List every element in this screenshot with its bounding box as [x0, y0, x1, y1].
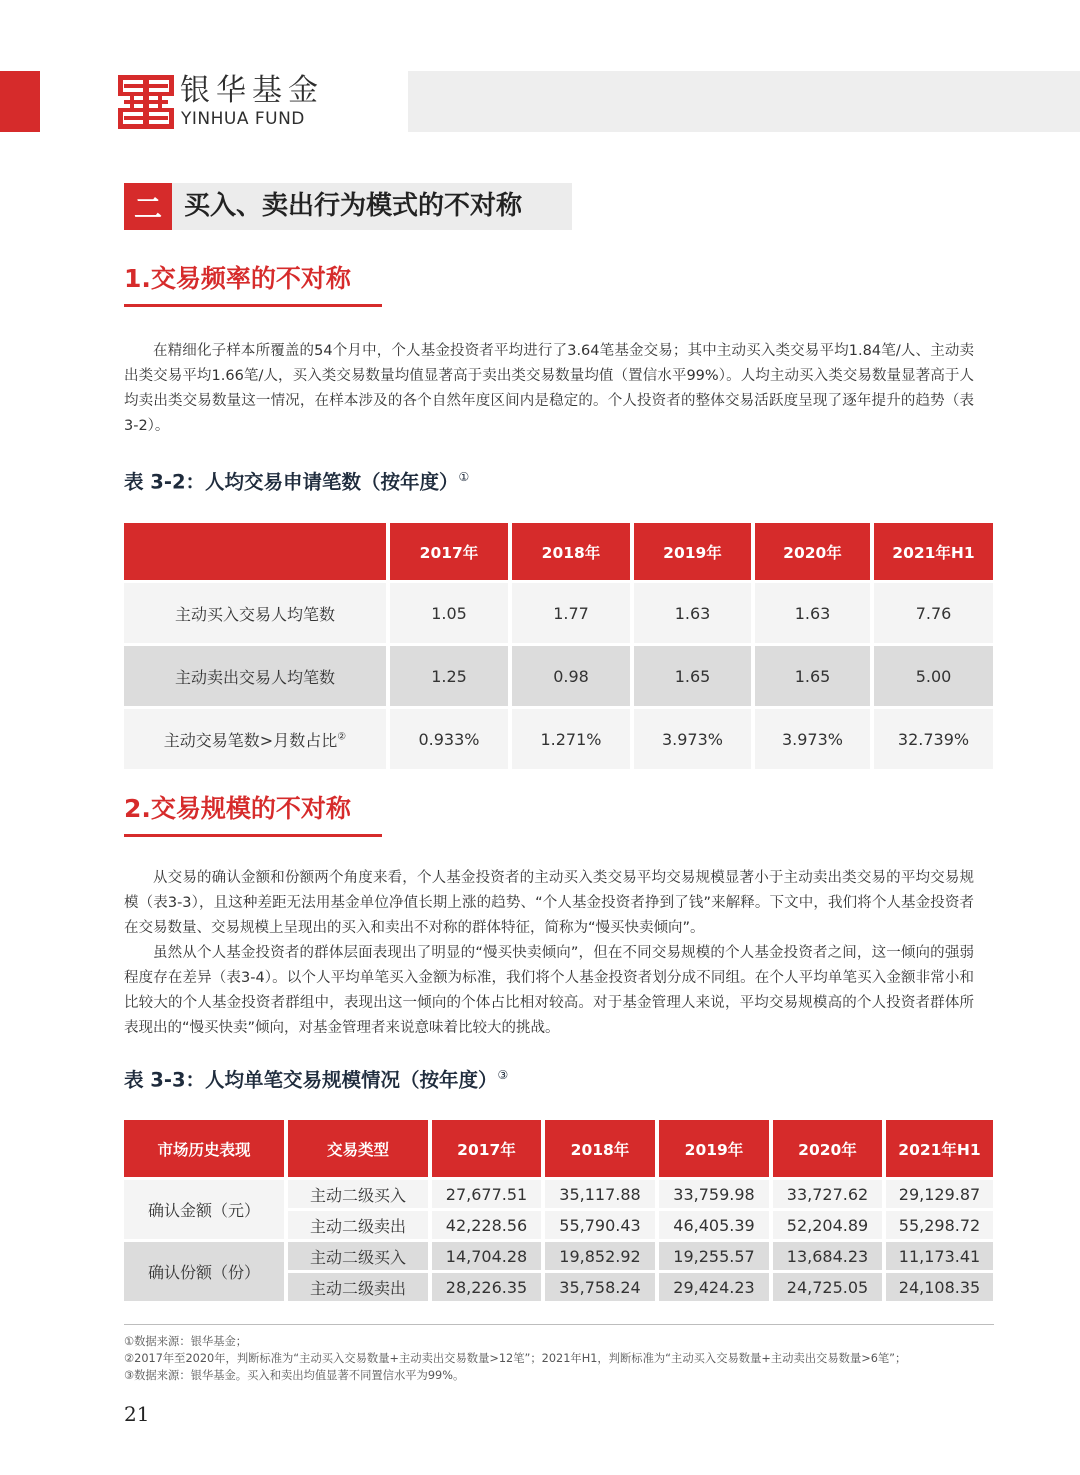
table-cell: 24,108.35 — [884, 1272, 993, 1302]
header-cell: 市场历史表现 — [124, 1120, 286, 1179]
header-cell: 2021年H1 — [872, 523, 993, 582]
table-cell: 14,704.28 — [430, 1241, 543, 1272]
table-3-2 — [124, 523, 993, 769]
table-cell: 1.63 — [753, 582, 872, 645]
subsection-2-underline — [124, 834, 382, 837]
subsection-2-paragraphs — [124, 866, 974, 1041]
brand-name-cn: 银华基金 — [180, 73, 324, 108]
table-cell: 55,298.72 — [884, 1210, 993, 1241]
subsection-1-underline — [124, 304, 382, 307]
table-cell: 1.65 — [632, 645, 753, 708]
table-cell: 1.271% — [510, 708, 632, 770]
table-cell: 1.05 — [388, 582, 510, 645]
trade-type-cell: 主动二级买入 — [286, 1241, 430, 1272]
table-header-row — [124, 523, 993, 582]
footnote-3: ③数据来源：银华基金。买入和卖出均值显著不同置信水平为99%。 — [124, 1369, 465, 1382]
table-3-2-title — [124, 463, 469, 497]
section-number: 二 — [124, 183, 172, 230]
table-row — [124, 708, 993, 770]
table-cell: 33,727.62 — [771, 1179, 884, 1210]
table-cell: 29,424.23 — [657, 1272, 771, 1302]
footnote-1: ①数据来源：银华基金； — [124, 1335, 248, 1348]
header-cell: 2018年 — [510, 523, 632, 582]
header-cell: 2020年 — [771, 1120, 884, 1179]
row-label — [124, 582, 388, 645]
table-cell: 46,405.39 — [657, 1210, 771, 1241]
group-label: 确认金额（元） — [124, 1179, 286, 1241]
table-cell: 5.00 — [872, 645, 993, 708]
header-cell: 2018年 — [543, 1120, 657, 1179]
header-cell: 2021年H1 — [884, 1120, 993, 1179]
footnote-mark: ③ — [497, 1068, 509, 1082]
table-cell: 33,759.98 — [657, 1179, 771, 1210]
table-row — [124, 1241, 993, 1272]
table-cell: 29,129.87 — [884, 1179, 993, 1210]
header-red-tab — [0, 71, 40, 132]
table-cell: 35,758.24 — [543, 1272, 657, 1302]
group-label: 确认份额（份） — [124, 1241, 286, 1302]
table-cell: 42,228.56 — [430, 1210, 543, 1241]
table-cell: 1.77 — [510, 582, 632, 645]
table-cell: 28,226.35 — [430, 1272, 543, 1302]
row-label-text: 主动卖出交易人均笔数 — [174, 667, 335, 687]
yinhua-logo-icon — [118, 75, 174, 129]
table-cell: 52,204.89 — [771, 1210, 884, 1241]
subsection-1-paragraph — [124, 339, 974, 439]
table-cell: 24,725.05 — [771, 1272, 884, 1302]
footnote-2: ②2017年至2020年，判断标准为“主动买入交易数量+主动卖出交易数量>12笔”；2021年H1，判断标准为“主动买入交易数量+主动卖出交易数量>6笔”； — [124, 1352, 907, 1365]
table-cell: 27,677.51 — [430, 1179, 543, 1210]
header-cell: 2017年 — [388, 523, 510, 582]
subsection-1-title: 1.交易频率的不对称 — [124, 264, 351, 293]
table-title-text: 表 3-2：人均交易申请笔数（按年度） — [124, 470, 459, 494]
table-cell: 3.973% — [632, 708, 753, 770]
footnote-divider — [124, 1324, 994, 1325]
trade-type-cell: 主动二级卖出 — [286, 1210, 430, 1241]
table-cell: 1.65 — [753, 645, 872, 708]
header-cell: 2019年 — [632, 523, 753, 582]
table-cell: 3.973% — [753, 708, 872, 770]
table-cell: 11,173.41 — [884, 1241, 993, 1272]
footnote-mark: ② — [337, 731, 347, 743]
table-cell: 0.98 — [510, 645, 632, 708]
table-title-text: 表 3-3：人均单笔交易规模情况（按年度） — [124, 1068, 498, 1092]
header-gray-band — [408, 71, 1080, 132]
header-cell: 2020年 — [753, 523, 872, 582]
table-header-row — [124, 1120, 993, 1179]
header-cell — [124, 523, 388, 582]
paragraph-text: 在精细化子样本所覆盖的54个月中，个人基金投资者平均进行了3.64笔基金交易；其中主动买入类交易平均1.84笔/人、主动卖出类交易平均1.66笔/人，买入类交易数量均值显著高于卖出类交易数量均值（置信水平99%）。人均主动买入类交易数量显著高于人均卖出类交易数量这一情况，在样本涉及的各个自然年度区间内是稳定的。个人投资者的整体交易活跃度呈现了逐年提升的趋势（表3-2）。 — [124, 343, 974, 434]
table-row — [124, 582, 993, 645]
table-cell: 55,790.43 — [543, 1210, 657, 1241]
paragraph-text: 虽然从个人基金投资者的群体层面表现出了明显的“慢买快卖倾向”，但在不同交易规模的个人基金投资者之间，这一倾向的强弱程度存在差异（表3-4）。以个人平均单笔买入金额为标准，我们将个人基金投资者划分成不同组。在个人平均单笔买入金额非常小和比较大的个人基金投资者群组中，表现出这一倾向的个体占比相对较高。对于基金管理人来说，平均交易规模高的个人投资者群体所表现出的“慢买快卖”倾向，对基金管理者来说意味着比较大的挑战。 — [124, 945, 974, 1036]
table-cell: 32.739% — [872, 708, 993, 770]
header-cell: 交易类型 — [286, 1120, 430, 1179]
header-cell: 2017年 — [430, 1120, 543, 1179]
table-cell: 1.63 — [632, 582, 753, 645]
table-cell: 19,852.92 — [543, 1241, 657, 1272]
row-label — [124, 708, 388, 770]
section-title: 买入、卖出行为模式的不对称 — [184, 191, 523, 221]
table-row — [124, 1179, 993, 1210]
footnote-mark: ① — [458, 470, 470, 484]
table-3-3 — [124, 1120, 993, 1301]
page-number: 21 — [124, 1402, 150, 1426]
trade-type-cell: 主动二级卖出 — [286, 1272, 430, 1302]
row-label-text: 主动交易笔数>月数占比 — [163, 730, 338, 750]
table-3-3-title — [124, 1061, 508, 1095]
table-cell: 13,684.23 — [771, 1241, 884, 1272]
table-cell: 7.76 — [872, 582, 993, 645]
row-label — [124, 645, 388, 708]
trade-type-cell: 主动二级买入 — [286, 1179, 430, 1210]
header-cell: 2019年 — [657, 1120, 771, 1179]
table-cell: 35,117.88 — [543, 1179, 657, 1210]
brand-name-en: YINHUA FUND — [181, 109, 305, 129]
row-label-text: 主动买入交易人均笔数 — [174, 604, 335, 624]
subsection-2-title: 2.交易规模的不对称 — [124, 794, 351, 823]
table-row — [124, 645, 993, 708]
table-cell: 19,255.57 — [657, 1241, 771, 1272]
table-cell: 1.25 — [388, 645, 510, 708]
paragraph-text: 从交易的确认金额和份额两个角度来看，个人基金投资者的主动买入类交易平均交易规模显著小于主动卖出类交易的平均交易规模（表3-3），且这种差距无法用基金单位净值长期上涨的趋势、“个人基金投资者挣到了钱”来解释。下文中，我们将个人基金投资者在交易数量、交易规模上呈现出的买入和卖出不对称的群体特征，简称为“慢买快卖倾向”。 — [124, 870, 974, 936]
table-cell: 0.933% — [388, 708, 510, 770]
